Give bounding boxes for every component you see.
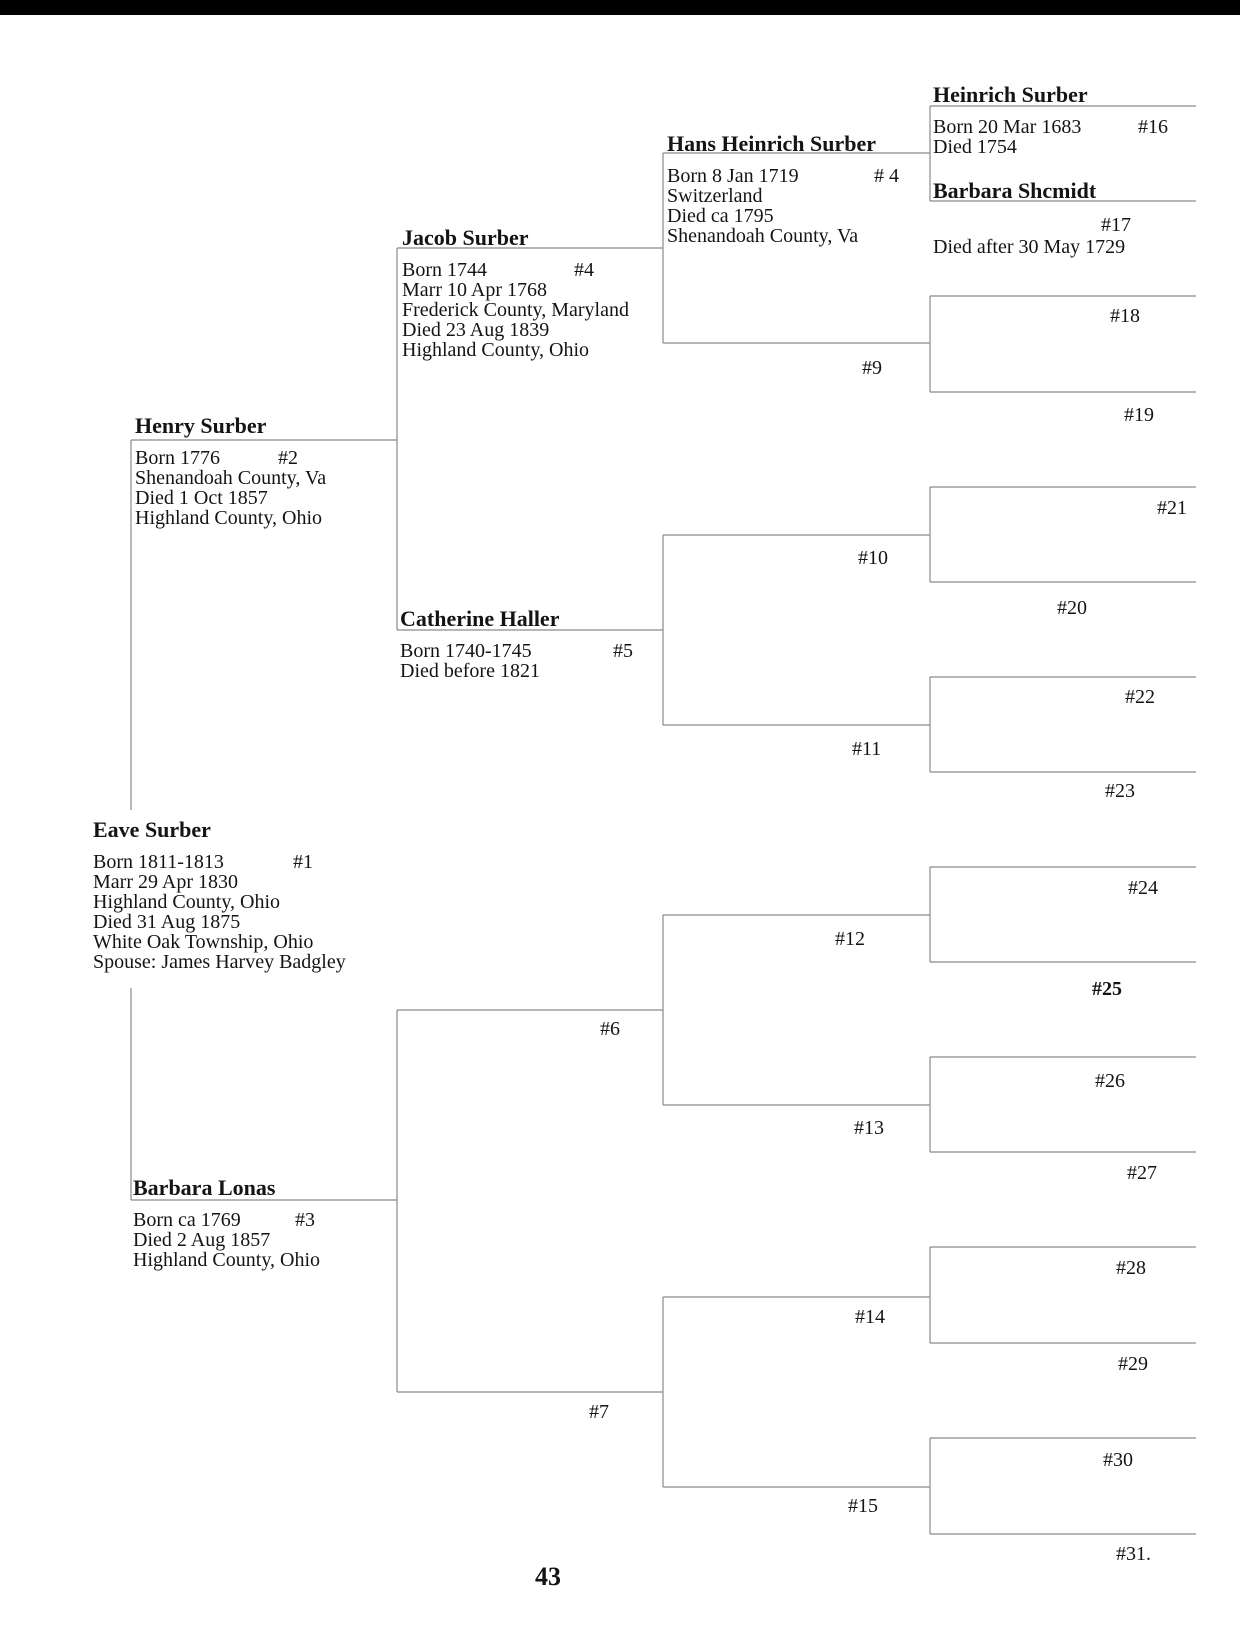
person-3-number: #3 [295,1209,315,1231]
person-4-line: Died 23 Aug 1839 [402,319,550,341]
person-4 [402,226,629,360]
person-16-name: Heinrich Surber [933,82,1088,107]
slot-7-number: #7 [589,1401,609,1423]
slot-29-number: #29 [1118,1353,1148,1375]
person-1-info [93,852,346,972]
person-16-info [933,116,1168,158]
slot-24-number: #24 [1128,877,1158,899]
person-4-line: Highland County, Ohio [402,339,590,361]
person-4-info [402,260,629,360]
person-1-line: White Oak Township, Ohio [93,931,314,953]
person-4-number: #4 [574,259,594,281]
person-1-line: Born 1811-1813 [93,851,224,873]
slot-25-number: #25 [1092,978,1122,1000]
slot-10-number: #10 [858,547,888,569]
person-8-number: # 4 [874,165,899,187]
slot-11-number: #11 [852,738,882,760]
person-8 [667,131,899,247]
person-17-name: Barbara Shcmidt [933,178,1097,203]
slot-20-number: #20 [1057,597,1087,619]
slot-12-number: #12 [835,928,865,950]
slot-31-number: #31. [1116,1543,1151,1565]
person-2-line: Shenandoah County, Va [135,467,327,489]
person-8-info [667,165,899,247]
person-8-name: Hans Heinrich Surber [667,131,877,156]
slot-18-number: #18 [1110,305,1140,327]
person-1-line: Highland County, Ohio [93,891,281,913]
person-5-info [400,640,633,682]
page-number: 43 [535,1562,561,1591]
person-4-line: Born 1744 [402,259,487,281]
slot-23-number: #23 [1105,780,1135,802]
slot-21-number: #21 [1157,497,1187,519]
slot-30-number: #30 [1103,1449,1133,1471]
person-2-line: Died 1 Oct 1857 [135,487,268,509]
person-17-line: Died after 30 May 1729 [933,236,1126,258]
slot-14-number: #14 [855,1306,885,1328]
slot-26-number: #26 [1095,1070,1125,1092]
slot-27-number: #27 [1127,1162,1157,1184]
person-3-line: Highland County, Ohio [133,1249,321,1271]
person-5-name: Catherine Haller [400,606,560,631]
slot-28-number: #28 [1116,1257,1146,1279]
person-1-name: Eave Surber [93,817,211,842]
person-16 [933,82,1168,158]
person-17-info [933,214,1131,258]
person-8-line: Switzerland [667,185,763,207]
person-16-number: #16 [1138,116,1168,138]
person-3-info [133,1210,320,1270]
person-5-line: Died before 1821 [400,660,540,682]
person-2-number: #2 [278,447,298,469]
person-16-line: Died 1754 [933,136,1017,158]
slot-15-number: #15 [848,1495,878,1517]
person-8-line: Died ca 1795 [667,205,774,227]
person-1-line: Died 31 Aug 1875 [93,911,241,933]
person-2-line: Highland County, Ohio [135,507,323,529]
person-2-name: Henry Surber [135,413,267,438]
slot-19-number: #19 [1124,404,1154,426]
person-1 [93,818,346,972]
person-5-line: Born 1740-1745 [400,640,532,662]
person-4-line: Frederick County, Maryland [402,299,629,321]
person-3 [133,1176,320,1270]
person-1-line: Marr 29 Apr 1830 [93,871,238,893]
person-3-line: Born ca 1769 [133,1209,241,1231]
person-8-line: Born 8 Jan 1719 [667,165,799,187]
person-5 [400,606,633,682]
slot-6-number: #6 [600,1018,620,1040]
person-16-line: Born 20 Mar 1683 [933,116,1082,138]
person-2-line: Born 1776 [135,447,220,469]
person-3-line: Died 2 Aug 1857 [133,1229,271,1251]
person-2 [135,414,326,528]
person-8-line: Shenandoah County, Va [667,225,859,247]
person-3-name: Barbara Lonas [133,1175,276,1200]
person-4-line: Marr 10 Apr 1768 [402,279,547,301]
slot-13-number: #13 [854,1117,884,1139]
slot-22-number: #22 [1125,686,1155,708]
person-5-number: #5 [613,640,633,662]
person-1-number: #1 [293,851,313,873]
person-17-number: #17 [1101,214,1131,236]
person-2-info [135,448,326,528]
slot-9-number: #9 [862,357,882,379]
person-1-line: Spouse: James Harvey Badgley [93,951,346,973]
person-17 [933,178,1131,258]
person-4-name: Jacob Surber [402,225,529,250]
